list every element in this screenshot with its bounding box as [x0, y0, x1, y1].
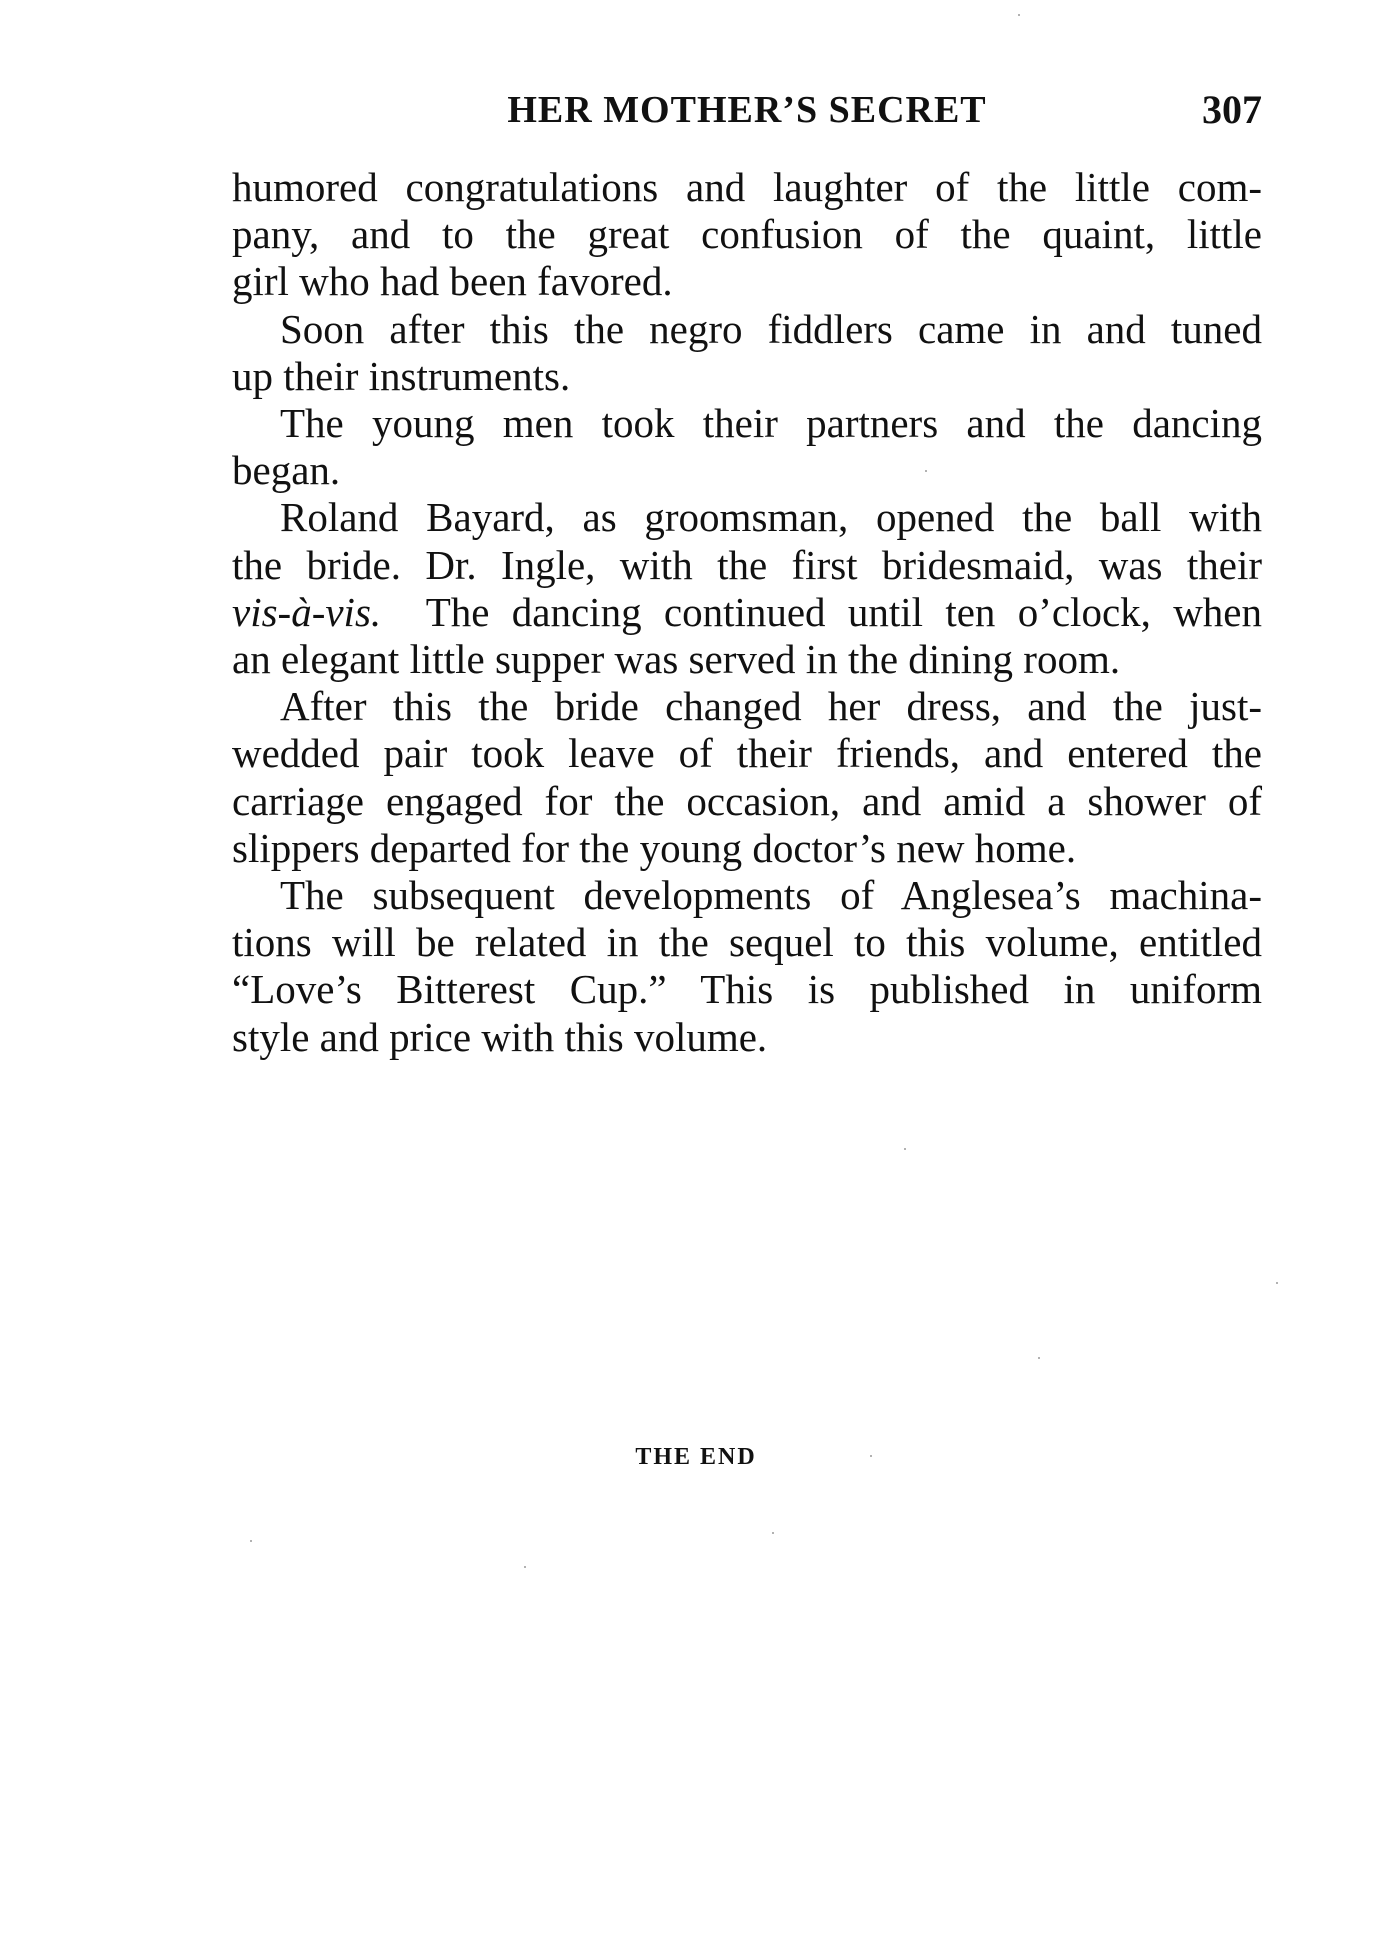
paper-speck	[925, 470, 927, 472]
text-line: slippers departed for the young doctor’s new home.	[232, 824, 1077, 871]
text-line: pany, and to the great confusion of the quaint, little	[232, 211, 1262, 258]
text-line-with-italic	[232, 589, 1262, 636]
text-line: girl who had been favored.	[232, 258, 673, 305]
paper-speck	[250, 1540, 252, 1542]
paper-speck	[524, 1566, 526, 1568]
paper-speck	[1276, 1282, 1278, 1284]
body-text	[232, 164, 1262, 1061]
page-number: 307	[1202, 87, 1262, 132]
running-title: HER MOTHER’S SECRET	[507, 89, 987, 131]
text-line: “Love’s Bitterest Cup.” This is published in uniform	[232, 966, 1262, 1013]
text-line: the bride. Dr. Ingle, with the first bridesmaid, was their	[232, 541, 1262, 588]
paper-speck	[1018, 14, 1020, 16]
text-fragment: The dancing continued until ten o’clock, when	[425, 588, 1262, 635]
text-line: The young men took their partners and the dancing	[280, 400, 1262, 447]
text-line: After this the bride changed her dress, and the just-	[280, 683, 1262, 730]
text-line: Roland Bayard, as groomsman, opened the ball with	[280, 494, 1262, 541]
text-line: an elegant little supper was served in the dining room.	[232, 636, 1121, 683]
running-head	[232, 88, 1262, 144]
paper-speck	[1038, 1357, 1040, 1359]
paper-speck	[772, 1532, 774, 1534]
text-line: carriage engaged for the occasion, and amid a shower of	[232, 777, 1262, 824]
text-line: The subsequent developments of Anglesea’s machina-	[280, 872, 1262, 919]
text-line: style and price with this volume.	[232, 1013, 768, 1060]
text-line: up their instruments.	[232, 352, 571, 399]
italic-phrase: vis-à-vis.	[232, 588, 382, 635]
text-line: humored congratulations and laughter of the little com-	[232, 164, 1262, 210]
text-line: began.	[232, 447, 341, 494]
text-line: tions will be related in the sequel to this volume, entitled	[232, 919, 1262, 966]
text-line: Soon after this the negro fiddlers came in and tuned	[280, 305, 1262, 352]
paper-speck	[904, 1148, 906, 1150]
the-end-label: THE END	[635, 1444, 757, 1470]
text-line: wedded pair took leave of their friends, and entered the	[232, 730, 1262, 777]
paper-speck	[870, 1455, 872, 1457]
